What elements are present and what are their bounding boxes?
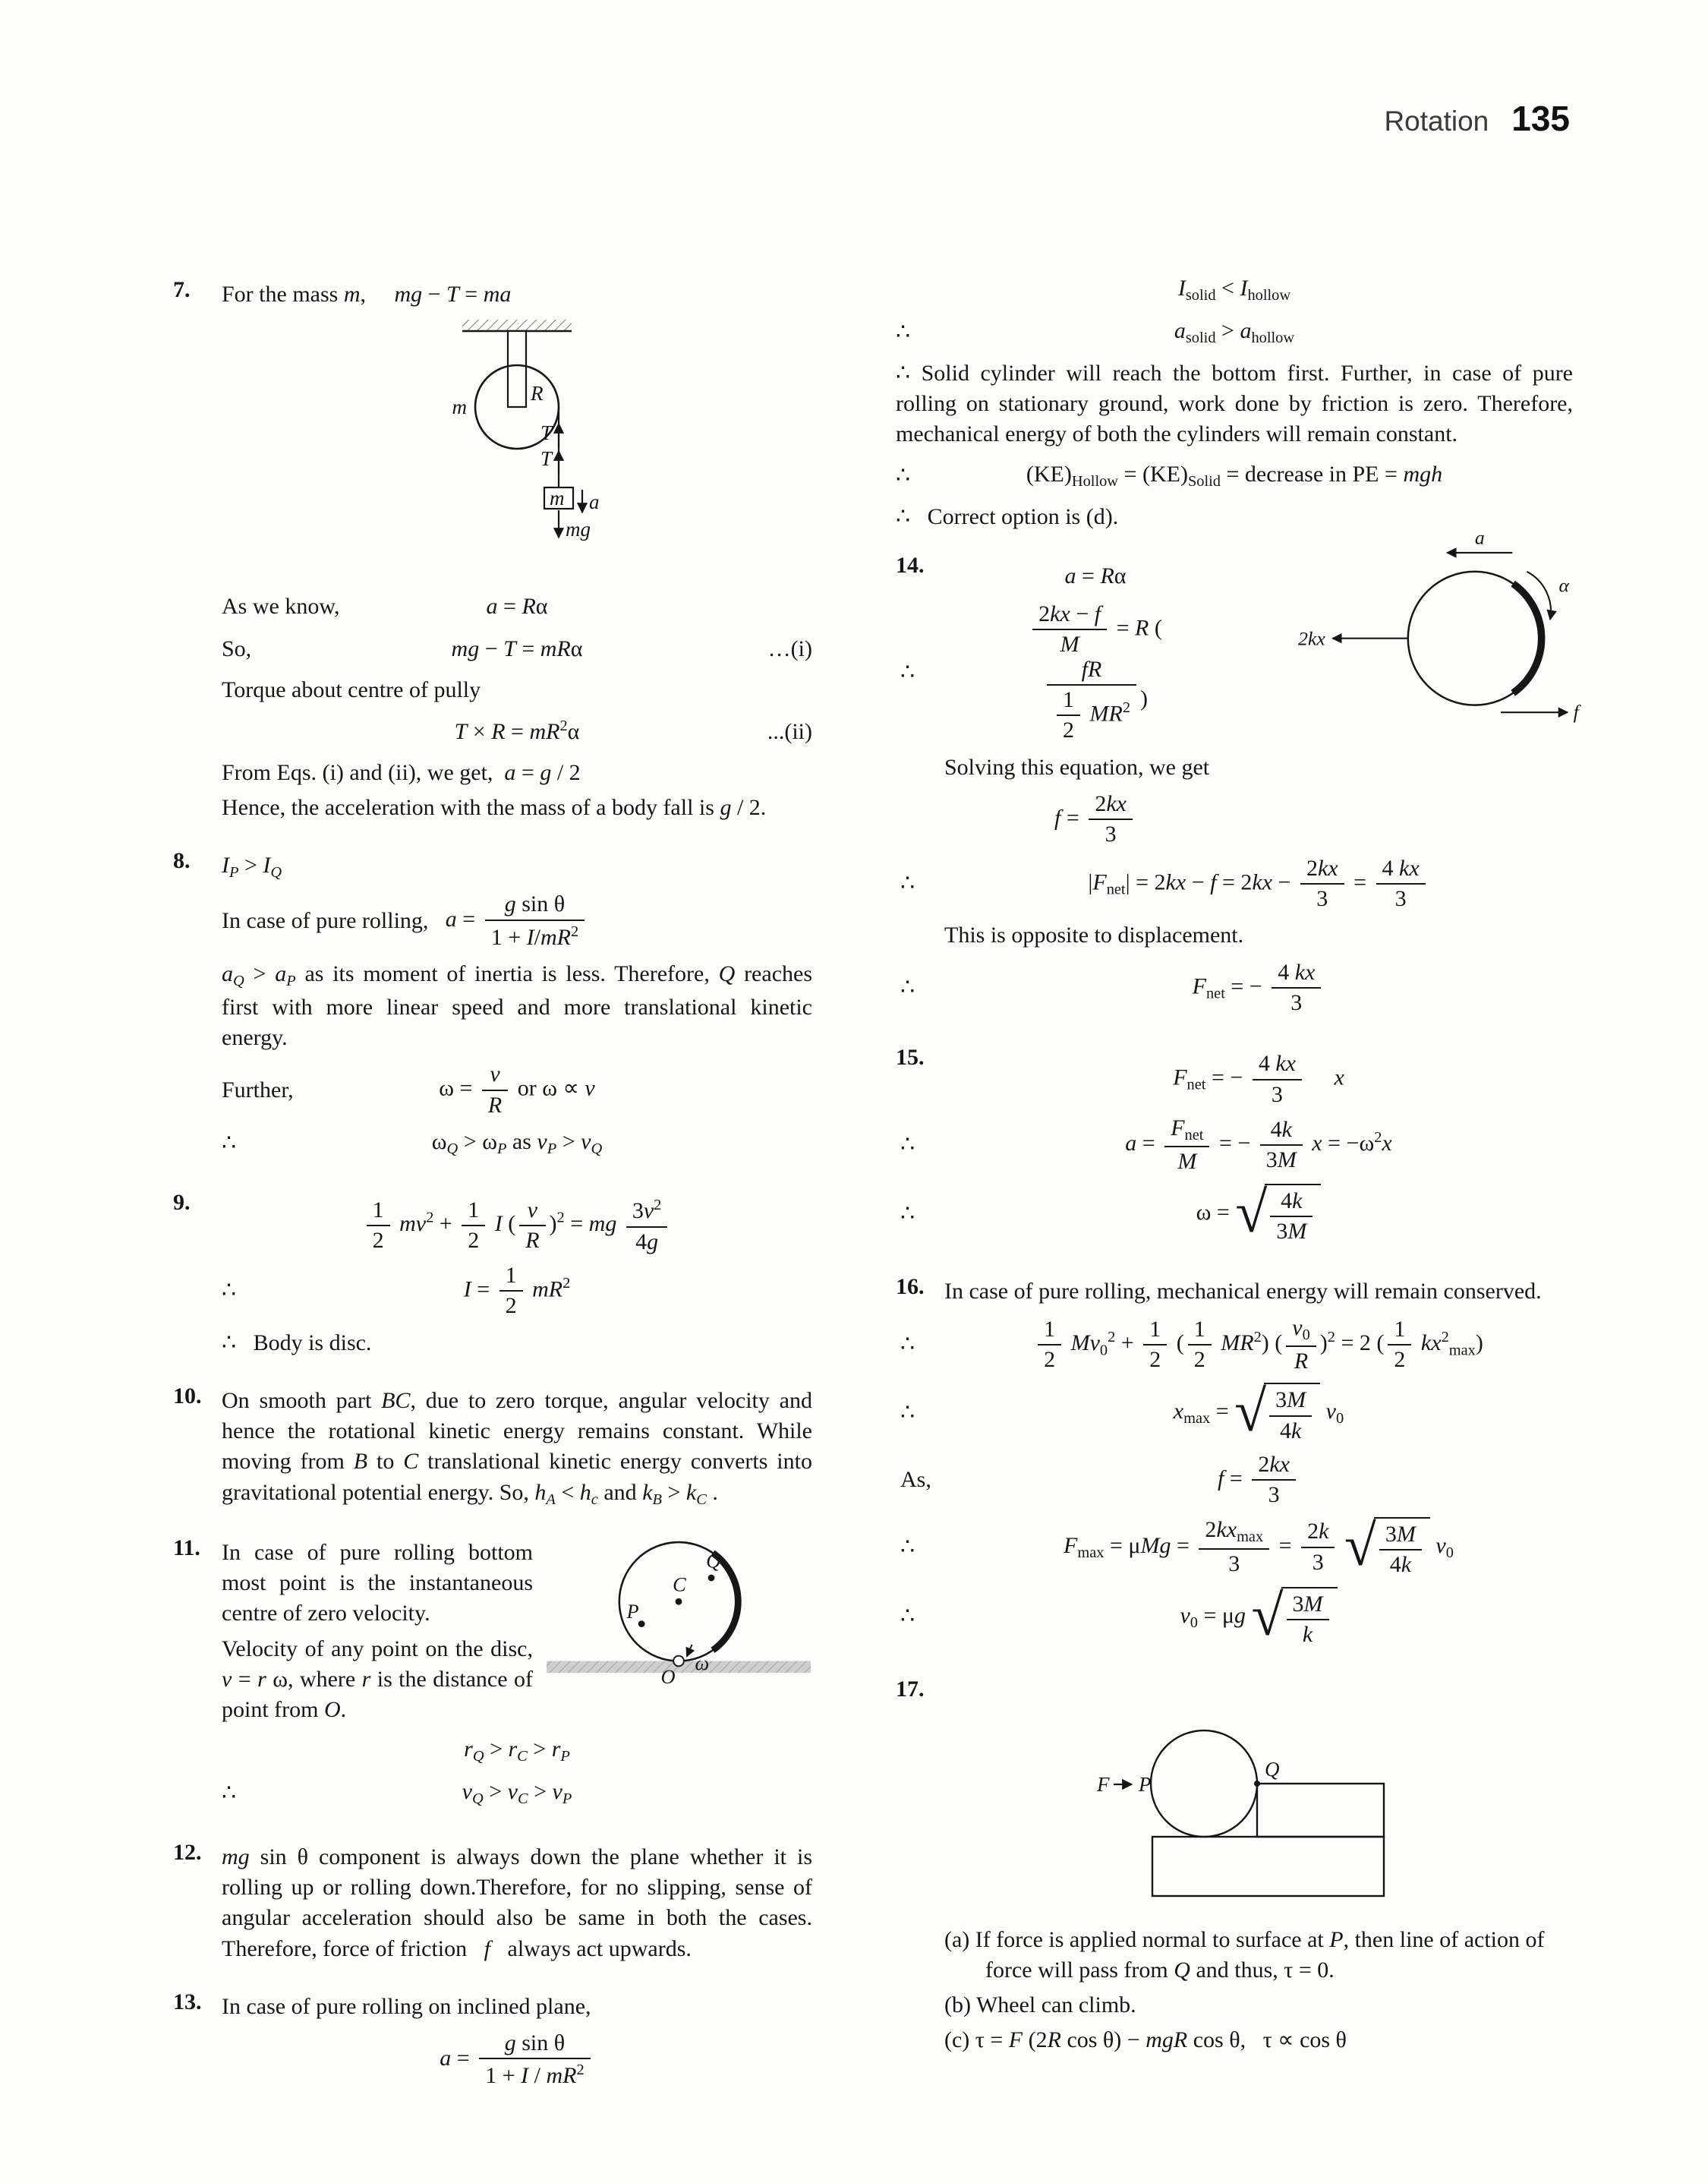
- therefore-symbol: ∴: [900, 1534, 915, 1560]
- point-C: [676, 1598, 682, 1605]
- equation-lead: In case of pure rolling,: [222, 908, 429, 934]
- equation-line: [900, 1379, 1573, 1444]
- equation-line: [944, 560, 1246, 593]
- equation: ω = √ $\frac{4k}{3M}$: [1151, 1184, 1367, 1244]
- equation: $v_0 = \mu g$ √ $\frac{3M}{k}$: [1134, 1587, 1382, 1648]
- therefore-symbol: ∴: [222, 1130, 237, 1156]
- equation-line: [944, 792, 1246, 847]
- equation: $F_{net}$ = − $\frac{4 kx}{3}$: [1147, 961, 1371, 1016]
- therefore-symbol: ∴: [900, 974, 915, 1000]
- label-alpha: α: [1558, 574, 1570, 597]
- therefore-symbol: ∴: [900, 870, 915, 896]
- equation: mg − T = mRα: [451, 636, 583, 662]
- equation-line: [900, 1452, 1573, 1508]
- point-Q: [708, 1575, 715, 1582]
- equation: f = $\frac{2kx}{3}$: [1172, 1453, 1345, 1508]
- item-12-number: 12.: [173, 1840, 202, 1866]
- equation: a = $\frac{\text{g sin θ}}{1 + I/mR^2}$: [400, 892, 634, 950]
- rolling-disc-figure: [545, 1533, 812, 1689]
- item-7-intro: For the mass m, mg − T = ma: [222, 282, 512, 307]
- solution-item-15: [896, 1043, 1573, 1253]
- therefore-symbol: ∴: [900, 1604, 915, 1629]
- equation-line: [222, 715, 812, 749]
- equation-line: [222, 1127, 812, 1160]
- equation-line: [222, 892, 812, 950]
- equation-line: [222, 633, 812, 666]
- equation: $T \times R = mR^2\alpha$: [454, 717, 580, 745]
- item-9-number: 9.: [173, 1190, 191, 1215]
- item-7-text: From Eqs. (i) and (ii), we get, a = g / 2: [222, 759, 581, 785]
- equation-line: [222, 1777, 812, 1810]
- equation-line: [900, 1179, 1573, 1244]
- equation-line: [900, 1115, 1573, 1175]
- item-10-body: [222, 1381, 812, 1515]
- base-block: [1152, 1837, 1384, 1896]
- equation: $I_{solid} < I_{hollow}$: [1177, 276, 1291, 304]
- label-block-mass: m: [550, 487, 565, 510]
- therefore-symbol: ∴: [896, 319, 911, 345]
- item-11-paragraph-2: Velocity of any point on the disc, v = r ω, where r is the distance of point from O.: [222, 1636, 533, 1722]
- item-13-text: In case of pure rolling on inclined plane,: [222, 1993, 591, 2019]
- item-11-paragraph-1: In case of pure rolling bottom most point is the instantaneous centre of zero velocity.: [222, 1539, 533, 1626]
- page-header: [1384, 96, 1570, 143]
- solution-item-7: [173, 275, 812, 828]
- equation-line: [900, 1314, 1573, 1374]
- item-13-paragraph: ∴ Solid cylinder will reach the bottom first. Further, in case of pure rolling on stationary ground, work done by friction is zero. Therefore, mechanical energy of both the cylinders will remain constant.: [896, 361, 1573, 447]
- equation: $\frac{2kx - f}{M}$ = R ( fR $\frac{1}{2}$ $MR^2$ ): [944, 602, 1246, 743]
- item-13-number: 13.: [173, 1989, 202, 2014]
- equation: a = $\frac{\text{g sin θ}}{1 + I / mR^2}$: [394, 2031, 639, 2089]
- item-14-number: 14.: [896, 552, 925, 578]
- equation: $\frac{1}{2}$ $mv^2$ + $\frac{1}{2}$ I ( $\frac{v}{R}$ )$^2$ = mg $\frac{3v^2}{4g}$: [317, 1197, 717, 1254]
- label-tension-2: T: [540, 447, 552, 471]
- therefore-symbol: ∴: [900, 1400, 915, 1426]
- item-7-text: Hence, the acceleration with the mass of a body fall is g / 2.: [222, 794, 767, 820]
- therefore-symbol: ∴: [900, 659, 915, 685]
- cylinder-forces-figure-wrap: [1257, 531, 1584, 744]
- equation-line: [896, 316, 1573, 349]
- label-radius: R: [531, 382, 544, 405]
- equation: $v_Q > v_C > v_P$: [462, 1779, 572, 1808]
- equation: $r_Q > r_C > r_P$: [464, 1737, 570, 1765]
- pulley-figure: [403, 317, 631, 569]
- item-9-conclusion: ∴ Body is disc.: [222, 1330, 372, 1355]
- item-10-number: 10.: [173, 1383, 202, 1409]
- item-7-number: 7.: [173, 277, 191, 302]
- label-omega: ω: [695, 1651, 710, 1675]
- item-7-body: [222, 275, 812, 828]
- equation-line: [222, 1734, 812, 1768]
- label-acceleration: a: [589, 491, 600, 514]
- item-13-continuation: [896, 273, 1573, 532]
- equation-lead: Further,: [222, 1077, 294, 1103]
- label-C: C: [673, 1573, 686, 1596]
- equation-tag: ...(ii): [767, 718, 812, 744]
- equation: a = $\frac{F_{net}}{M}$ = − $\frac{4k}{3M}$ $x = -\omega^2x$: [1125, 1115, 1392, 1175]
- item-8-head: $I_P > I_Q$: [222, 852, 282, 882]
- solution-item-12: [173, 1838, 812, 1969]
- item-12-paragraph: mg sin θ component is always down the plane whether it is rolling up or rolling down.Therefore, for no slipping, sense of angular acceleration should also be same in both the cases. Therefore, force of friction f always act upwards.: [222, 1844, 812, 1961]
- item-14-text: Solving this equation, we get: [944, 754, 1210, 780]
- therefore-symbol: ∴: [222, 1278, 237, 1304]
- label-Q: Q: [1265, 1758, 1280, 1781]
- item-17-number: 17.: [896, 1677, 925, 1702]
- column-left: [173, 275, 812, 2116]
- section-title: Rotation: [1384, 106, 1489, 137]
- solution-item-10: [173, 1381, 812, 1515]
- therefore-symbol: ∴: [222, 1781, 237, 1806]
- label-pulley-mass: m: [452, 396, 467, 419]
- item-10-paragraph: On smooth part BC, due to zero torque, angular velocity and hence the rotational kinetic energy remains constant. While moving from B to C translational kinetic energy converts into gravitational potential energy. So, $h_A < h_c$ and $k_B > k_C$ .: [222, 1387, 812, 1508]
- pulley-figure-wrap: [222, 317, 812, 578]
- equation: f = $\frac{2kx}{3}$: [1009, 792, 1182, 847]
- item-14-text: This is opposite to displacement.: [944, 923, 1244, 948]
- equation-lead: As we know,: [222, 594, 340, 620]
- equation-line: [222, 1062, 812, 1118]
- ceiling-hatch: [462, 320, 572, 331]
- label-P: P: [626, 1599, 639, 1623]
- item-8-body: [222, 846, 812, 1169]
- equation-line: [222, 1263, 812, 1319]
- item-8-paragraph: $a_Q > a_P$ as its moment of inertia is less. Therefore, Q reaches first with more linear speed and more translational kinetic energy.: [222, 961, 812, 1051]
- support-bracket: [508, 331, 526, 407]
- item-11-number: 11.: [173, 1535, 200, 1560]
- item-8-number: 8.: [173, 847, 191, 873]
- rolling-disc-figure-wrap: [545, 1533, 812, 1698]
- item-17-option-a: (a) If force is applied normal to surface at P, then line of action of force will pass from Q and thus, τ = 0.: [944, 1926, 1545, 1983]
- column-right: [896, 264, 1579, 2078]
- solution-item-9: [173, 1188, 812, 1363]
- label-O: O: [660, 1664, 676, 1688]
- solution-item-13: [173, 1987, 812, 2098]
- therefore-symbol: ∴: [900, 1132, 915, 1158]
- label-P: P: [1139, 1773, 1152, 1797]
- equation: $F_{net}$ = − $\frac{4 kx}{3}$ x: [1173, 1051, 1344, 1107]
- page-number: 135: [1511, 99, 1570, 138]
- therefore-symbol: ∴: [900, 1200, 915, 1226]
- item-13-answer: ∴ Correct option is (d).: [896, 503, 1119, 529]
- wheel-circle: [1151, 1730, 1257, 1837]
- equation-tag: …(i): [767, 636, 812, 662]
- equation-line: [222, 2031, 812, 2089]
- equation: a = Rα: [1064, 563, 1127, 588]
- equation: $x_{max}$ = √ $\frac{3M}{4k}$ $v_0$: [1173, 1379, 1344, 1444]
- equation-lead: So,: [222, 636, 252, 662]
- label-spring-force: 2kx: [1298, 627, 1325, 650]
- solution-item-8: [173, 846, 812, 1169]
- equation-line: [900, 855, 1573, 912]
- label-acceleration: a: [1474, 530, 1485, 549]
- item-13-body: [222, 1987, 812, 2098]
- therefore-symbol: ∴: [900, 1331, 915, 1357]
- item-12-body: [222, 1838, 812, 1969]
- therefore-symbol: ∴: [896, 462, 911, 488]
- equation: $a_{solid} > a_{hollow}$: [1174, 318, 1295, 347]
- equation: $\frac{1}{2}$ $Mv_0^2$ + $\frac{1}{2}$ ( $\frac{1}{2}$ $MR^2$) ( $\frac{v_0}{R}$ )$^2$ = 2 ( $\frac{1}{2}$ $kx^2_{max}$): [988, 1316, 1529, 1374]
- equation-line: [944, 1052, 1573, 1107]
- equation: a = Rα: [486, 594, 548, 620]
- corner-point-Q: [1254, 1781, 1260, 1787]
- equation-line: [896, 273, 1573, 307]
- equation-line: [900, 1513, 1573, 1578]
- equation-line: [896, 459, 1573, 493]
- cylinder-crescent: [1513, 583, 1542, 692]
- item-9-body: [222, 1188, 812, 1363]
- solution-item-16: [896, 1272, 1573, 1657]
- item-16-number: 16.: [896, 1273, 925, 1299]
- equation-lead: As,: [900, 1467, 931, 1493]
- item-17-body: [944, 1674, 1573, 2060]
- wheel-step-figure: [1080, 1677, 1437, 1905]
- label-weight: mg: [566, 518, 591, 541]
- label-force: F: [1097, 1773, 1110, 1797]
- label-tension-1: T: [540, 421, 552, 445]
- solution-item-11: [173, 1533, 812, 1819]
- solution-item-14: [896, 530, 1579, 1025]
- item-16-paragraph: In case of pure rolling, mechanical energy will remain conserved.: [944, 1278, 1542, 1304]
- item-11-body: [222, 1533, 812, 1819]
- item-7-text: Torque about centre of pully: [222, 677, 481, 703]
- equation-line: [900, 601, 1246, 743]
- equation-line: [222, 1197, 812, 1254]
- equation: $\omega_Q > \omega_P$ as $v_P > v_Q$: [431, 1129, 603, 1158]
- step-block: [1257, 1784, 1384, 1837]
- equation: $|F_{net}| = 2kx - f = 2kx$ − $\frac{2kx}{3}$ = $\frac{4 kx}{3}$: [1042, 856, 1474, 912]
- label-Q: Q: [706, 1549, 721, 1573]
- equation-line: [222, 590, 812, 623]
- wheel-step-figure-wrap: [944, 1677, 1573, 1913]
- equation-line: [900, 1582, 1573, 1648]
- equation-line: [900, 959, 1573, 1016]
- item-17-option-c: (c) τ = F (2R cos θ) − mgR cos θ, τ ∝ cos θ: [944, 2027, 1347, 2053]
- cylinder-forces-figure: [1257, 531, 1584, 736]
- equation: $F_{max} = \mu Mg$ = $\frac{2kx_{max}}{3}$ = $\frac{2k}{3}$ √ $\frac{3M}{4k}$ $v_0$: [1064, 1513, 1454, 1578]
- equation: $(KE)_{Hollow} = (KE)_{Solid}$ = decrease in PE = mgh: [1026, 461, 1443, 490]
- label-friction: f: [1573, 700, 1579, 723]
- item-17-option-b: (b) Wheel can climb.: [944, 1992, 1136, 2017]
- item-15-number: 15.: [896, 1045, 925, 1071]
- point-P: [638, 1620, 645, 1627]
- equation: I = $\frac{1}{2}$ $mR^2$: [463, 1263, 571, 1319]
- equation: ω = $\frac{v}{R}$ or ω ∝ v: [439, 1062, 595, 1118]
- solution-item-17: [896, 1674, 1573, 2060]
